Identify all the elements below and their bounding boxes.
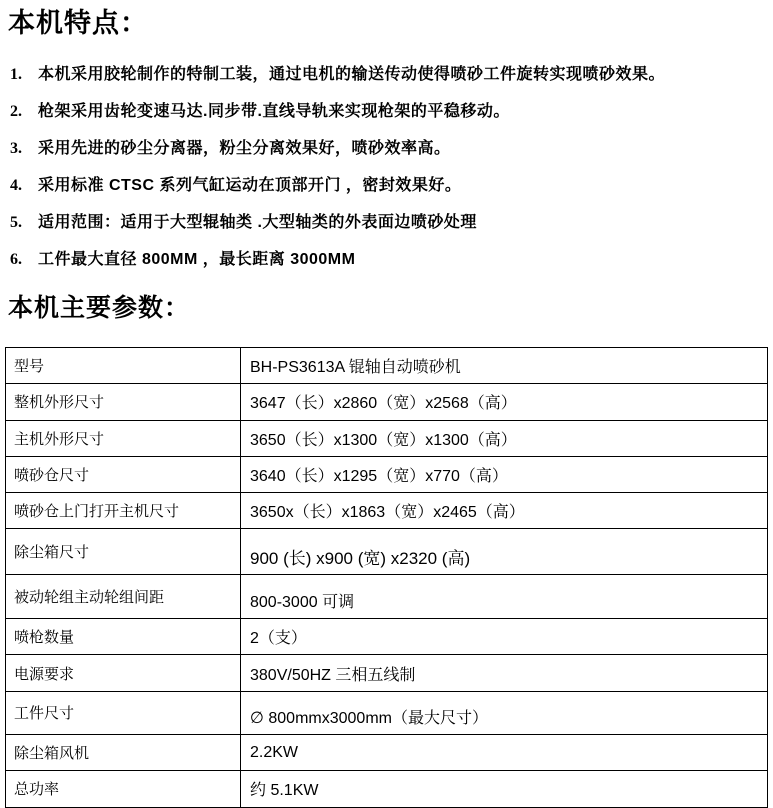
feature-text: 枪架采用齿轮变速马达.同步带.直线导轨来实现枪架的平稳移动。 [38, 103, 510, 120]
table-row [6, 771, 768, 807]
feature-text: 适用范围：适用于大型辊轴类 .大型轴类的外表面边喷砂处理 [38, 214, 477, 231]
table-row [6, 493, 768, 529]
param-label-cell: 被动轮组主动轮组间距 [6, 574, 241, 618]
table-row [6, 420, 768, 456]
feature-number: 5. [10, 214, 22, 231]
feature-number: 6. [10, 251, 22, 268]
param-label-cell: 总功率 [6, 771, 241, 807]
table-row [6, 348, 768, 384]
param-value-cell: 2（支） [241, 619, 768, 655]
features-list [0, 64, 773, 270]
feature-number: 2. [10, 103, 22, 120]
param-value-cell: 800-3000 可调 [241, 574, 768, 618]
feature-text: 采用标准 CTSC 系列气缸运动在顶部开门 ，密封效果好。 [38, 177, 462, 194]
param-value-cell: 380V/50HZ 三相五线制 [241, 655, 768, 691]
feature-item [0, 64, 773, 85]
table-row [6, 456, 768, 492]
table-row [6, 619, 768, 655]
parameters-table-body [6, 348, 768, 808]
document-page [0, 6, 773, 800]
param-label-cell: 型号 [6, 348, 241, 384]
param-label-cell: 除尘箱风机 [6, 734, 241, 770]
table-row [6, 574, 768, 618]
table-row [6, 529, 768, 574]
param-label-cell: 除尘箱尺寸 [6, 529, 241, 574]
feature-number: 3. [10, 140, 22, 157]
feature-item [0, 175, 773, 196]
table-row [6, 691, 768, 734]
feature-item [0, 138, 773, 159]
param-label-cell: 电源要求 [6, 655, 241, 691]
table-row [6, 655, 768, 691]
feature-text: 本机采用胶轮制作的特制工装，通过电机的输送传动使得喷砂工件旋转实现喷砂效果。 [38, 66, 666, 83]
feature-number: 4. [10, 177, 22, 194]
feature-item [0, 101, 773, 122]
param-value-cell: ∅ 800mmx3000mm（最大尺寸） [241, 691, 768, 734]
table-row [6, 734, 768, 770]
param-value-cell: 3650x（长）x1863（宽）x2465（高） [241, 493, 768, 529]
param-value-cell: 3640（长）x1295（宽）x770（高） [241, 456, 768, 492]
param-label-cell: 整机外形尺寸 [6, 384, 241, 420]
param-value-cell: BH-PS3613A 锟轴自动喷砂机 [241, 348, 768, 384]
parameters-heading: 本机主要参数： [8, 295, 191, 322]
param-value-cell: 2.2KW [241, 734, 768, 770]
feature-text: 采用先进的砂尘分离器，粉尘分离效果好，喷砂效率高。 [38, 140, 451, 157]
feature-number: 1. [10, 66, 22, 83]
feature-item [0, 249, 773, 270]
features-heading: 本机特点： [8, 8, 148, 38]
feature-item [0, 212, 773, 233]
parameters-table [5, 347, 768, 808]
param-value-cell: 3647（长）x2860（宽）x2568（高） [241, 384, 768, 420]
param-label-cell: 主机外形尺寸 [6, 420, 241, 456]
param-value-cell: 约 5.1KW [241, 771, 768, 807]
feature-text: 工件最大直径 800MM ，最长距离 3000MM [38, 251, 356, 268]
param-label-cell: 工件尺寸 [6, 691, 241, 734]
param-value-cell: 900 (长) x900 (宽) x2320 (高) [241, 529, 768, 574]
param-label-cell: 喷枪数量 [6, 619, 241, 655]
param-label-cell: 喷砂仓尺寸 [6, 456, 241, 492]
table-row [6, 384, 768, 420]
param-value-cell: 3650（长）x1300（宽）x1300（高） [241, 420, 768, 456]
param-label-cell: 喷砂仓上门打开主机尺寸 [6, 493, 241, 529]
